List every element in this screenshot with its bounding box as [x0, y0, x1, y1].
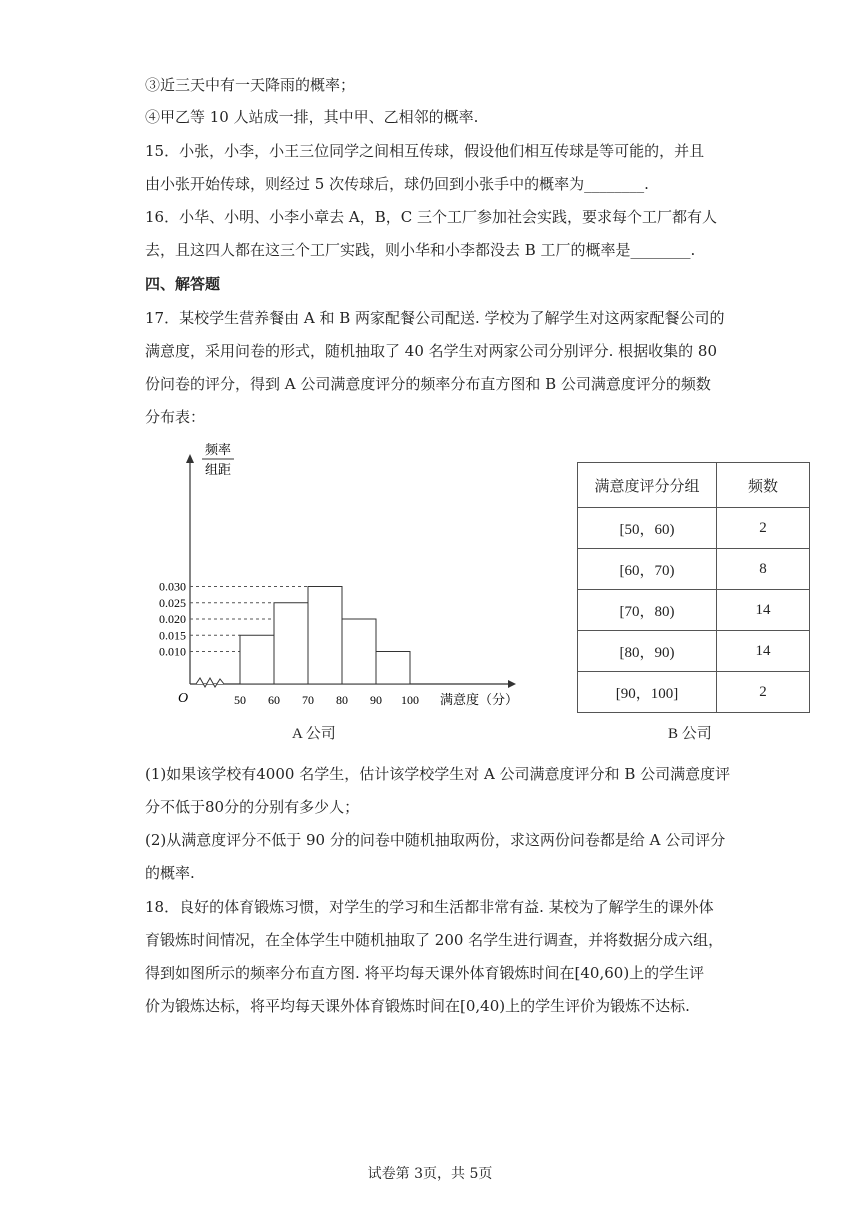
y-label-top: 频率 — [204, 443, 232, 458]
question-18-cont: 育锻炼时间情况，在全体学生中随机抽取了 200 名学生进行调查，并将数据分成六组， — [145, 931, 724, 949]
x-tick-label: 50 — [234, 693, 246, 707]
question-17-part2-cont: 的概率. — [145, 864, 195, 882]
question-17-part1: (1)如果该学校有4000 名学生，估计该学校学生对 A 公司满意度评分和 B 公司满意度评 — [145, 765, 731, 783]
table-row — [578, 590, 810, 631]
table-cell: 14 — [717, 590, 810, 631]
y-label-bottom: 组距 — [204, 463, 232, 478]
histogram-chart — [150, 438, 540, 713]
y-axis-arrow — [186, 454, 194, 463]
table-cell: 2 — [717, 672, 810, 713]
x-tick-label: 100 — [401, 693, 419, 707]
question-15: 15．小张，小李，小王三位同学之间相互传球，假设他们相互传球是等可能的，并且 — [145, 142, 705, 160]
table-cell: [80，90) — [578, 631, 717, 672]
table-caption: B 公司 — [668, 726, 712, 742]
section-heading: 四、解答题 — [145, 275, 221, 293]
table-cell: 14 — [717, 631, 810, 672]
table-header: 频数 — [717, 463, 810, 508]
question-16-cont: 去，且这四人都在这三个工厂实践，则小华和小李都没去 B 工厂的概率是________. — [145, 241, 696, 259]
x-tick-label: 80 — [336, 693, 348, 707]
question-16: 16．小华、小明、小李小章去 A，B，C 三个工厂参加社会实践，要求每个工厂都有人 — [145, 208, 717, 226]
y-tick-label: 0.025 — [159, 595, 186, 610]
x-tick-label: 70 — [302, 693, 314, 707]
table-cell: [70，80) — [578, 590, 717, 631]
question-17-part1-cont: 分不低于80分的分别有多少人； — [145, 798, 360, 816]
table-row — [578, 549, 810, 590]
question-18-cont: 价为锻炼达标，将平均每天课外体育锻炼时间在[0,40)上的学生评价为锻炼不达标. — [145, 997, 690, 1015]
table-cell: 2 — [717, 508, 810, 549]
page-footer: 试卷第 3页，共 5页 — [367, 1166, 493, 1182]
table-cell: [90，100] — [578, 672, 717, 713]
y-tick-label: 0.010 — [159, 644, 186, 659]
x-axis-label: 满意度（分） — [440, 693, 519, 708]
y-tick-label: 0.030 — [159, 579, 186, 594]
axis-break-mark — [196, 678, 224, 687]
table-header: 满意度评分分组 — [578, 463, 717, 508]
frequency-table — [577, 462, 810, 713]
x-axis-arrow — [508, 680, 516, 688]
question-17-cont: 份问卷的评分，得到 A 公司满意度评分的频率分布直方图和 B 公司满意度评分的频数 — [145, 375, 711, 393]
histogram-bar — [342, 619, 376, 684]
question-17-cont: 分布表： — [145, 408, 206, 426]
table-row — [578, 508, 810, 549]
text-line: ④甲乙等 10 人站成一排，其中甲、乙相邻的概率. — [145, 108, 479, 126]
table-cell: [60，70) — [578, 549, 717, 590]
histogram-bar — [274, 603, 308, 684]
question-15-cont: 由小张开始传球，则经过 5 次传球后，球仍回到小张手中的概率为________. — [145, 175, 649, 193]
histogram-bar — [376, 652, 410, 685]
y-tick-label: 0.015 — [159, 628, 186, 643]
question-17: 17．某校学生营养餐由 A 和 B 两家配餐公司配送. 学校为了解学生对这两家配餐公司的 — [145, 309, 725, 327]
histogram-bar — [240, 635, 274, 684]
table-cell: [50，60) — [578, 508, 717, 549]
text-line: ③近三天中有一天降雨的概率； — [145, 76, 356, 94]
question-17-part2: (2)从满意度评分不低于 90 分的问卷中随机抽取两份，求这两份问卷都是给 A 公司评分 — [145, 831, 726, 849]
x-tick-label: 60 — [268, 693, 280, 707]
y-tick-label: 0.020 — [159, 612, 186, 626]
question-18: 18．良好的体育锻炼习惯，对学生的学习和生活都非常有益. 某校为了解学生的课外体 — [145, 898, 714, 916]
question-18-cont: 得到如图所示的频率分布直方图. 将平均每天课外体育锻炼时间在[40,60)上的学生评 — [145, 964, 705, 982]
question-17-cont: 满意度，采用问卷的形式，随机抽取了 40 名学生对两家公司分别评分. 根据收集的 80 — [145, 342, 718, 360]
table-row — [578, 631, 810, 672]
table-row — [578, 672, 810, 713]
origin-label: O — [178, 691, 189, 706]
table-cell: 8 — [717, 549, 810, 590]
histogram-bar — [308, 587, 342, 685]
x-tick-label: 90 — [370, 693, 382, 707]
chart-caption: A 公司 — [292, 726, 336, 742]
